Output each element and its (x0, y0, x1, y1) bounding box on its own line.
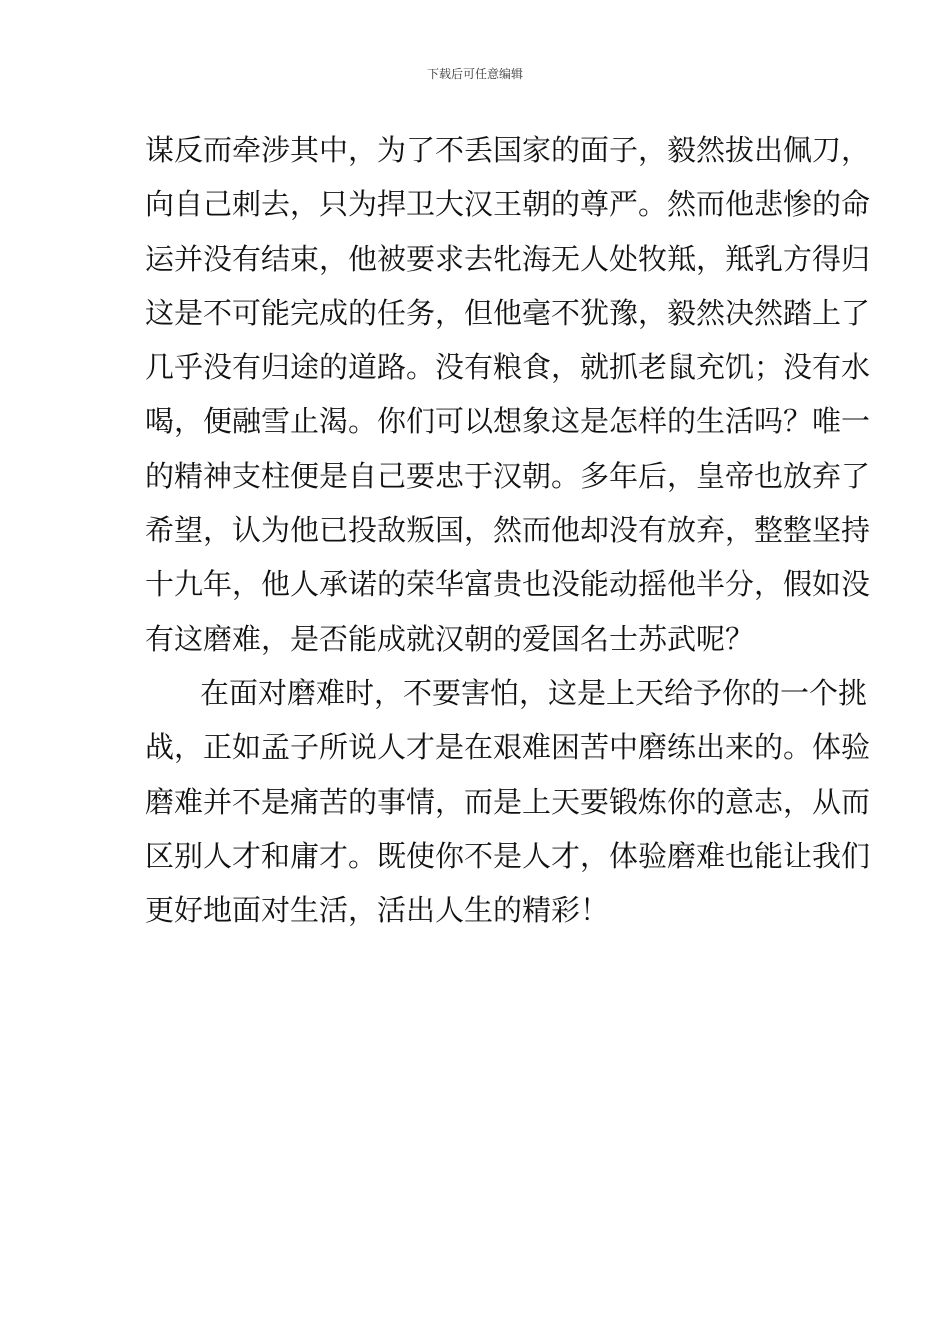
text-line: 这是不可能完成的任务，但他毫不犹豫，毅然决然踏上了 (145, 295, 871, 330)
text-line: 区别人才和庸才。既使你不是人才，体验磨难也能让我们 (145, 838, 871, 873)
text-line: 运并没有结束，他被要求去牝海无人处牧羝，羝乳方得归 (145, 241, 871, 276)
paragraph-1 (145, 128, 871, 671)
text-line: 在面对磨难时，不要害怕，这是上天给予你的一个挑 (200, 675, 868, 710)
text-line: 的精神支柱便是自己要忠于汉朝。多年后，皇帝也放弃了 (145, 458, 871, 493)
text-line: 十九年，他人承诺的荣华富贵也没能动摇他半分，假如没 (145, 567, 871, 602)
text-line: 几乎没有归途的道路。没有粮食，就抓老鼠充饥；没有水 (145, 350, 871, 385)
text-line: 希望，认为他已投敌叛国，然而他却没有放弃，整整坚持 (145, 513, 871, 548)
text-line: 有这磨难，是否能成就汉朝的爱国名士苏武呢？ (145, 621, 755, 656)
text-line: 喝，便融雪止渴。你们可以想象这是怎样的生活吗？唯一 (145, 404, 871, 439)
text-line: 谋反而牵涉其中，为了不丢国家的面子，毅然拔出佩刀， (145, 133, 871, 167)
page-header: 下载后可任意编辑 (426, 67, 523, 81)
text-line: 更好地面对生活，活出人生的精彩！ (145, 893, 610, 928)
paragraph-2 (145, 671, 871, 942)
text-line: 磨难并不是痛苦的事情，而是上天要锻炼你的意志，从而 (145, 784, 871, 819)
text-line: 向自己刺去，只为捍卫大汉王朝的尊严。然而他悲惨的命 (145, 187, 871, 222)
document-body (145, 128, 871, 942)
text-line: 战，正如孟子所说人才是在艰难困苦中磨练出来的。体验 (145, 730, 871, 765)
